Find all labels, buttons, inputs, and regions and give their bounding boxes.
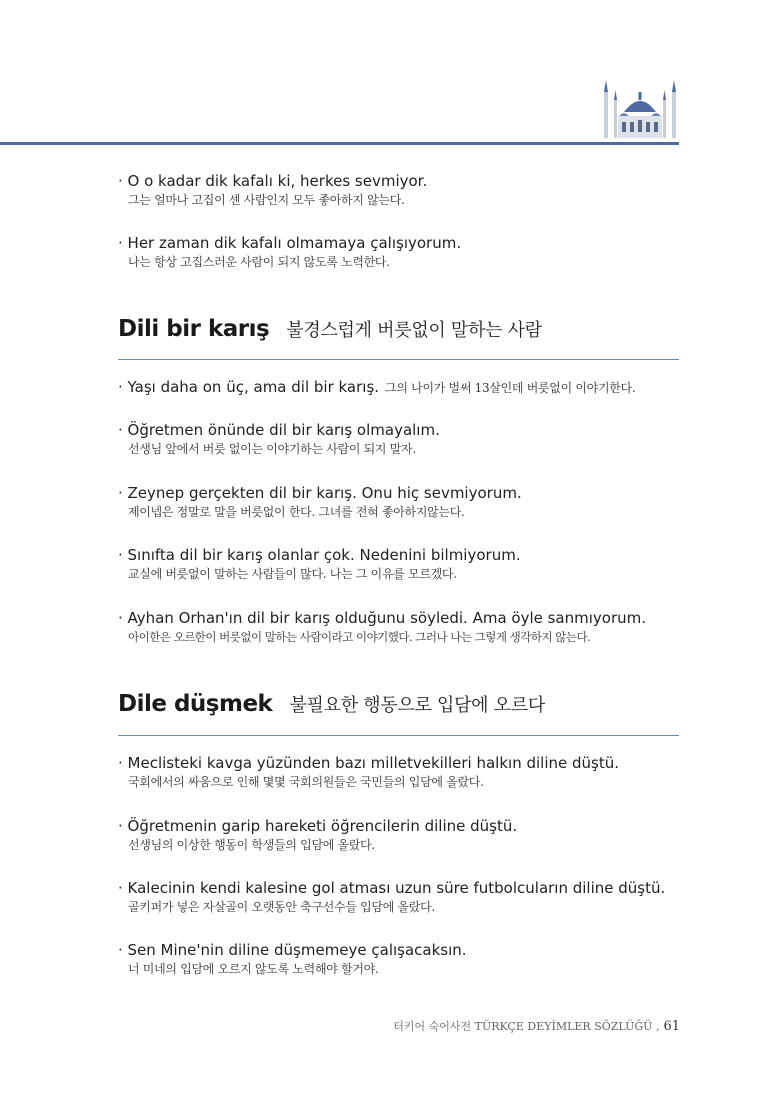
korean-translation: 국회에서의 싸움으로 인해 몇몇 국회의원들은 국민들의 입담에 올랐다.: [128, 775, 484, 789]
korean-translation: 제이넵은 정말로 말을 버릇없이 한다. 그녀를 전혀 좋아하지않는다.: [128, 505, 465, 519]
header-rule: [0, 142, 679, 145]
page-number: 61: [663, 1019, 680, 1034]
korean-translation: 선생님의 이상한 행동이 학생들의 입담에 올랐다.: [128, 838, 375, 852]
turkish-sentence: · Öğretmen önünde dil bir karış olmayalım.: [118, 421, 440, 439]
list-item: [118, 609, 646, 645]
turkish-sentence: · Yaşı daha on üç, ama dil bir karış.: [118, 378, 380, 396]
section-divider: [118, 359, 679, 360]
turkish-sentence: · Kalecinin kendi kalesine gol atması uzun süre futbolcuların diline düştü.: [118, 879, 666, 897]
idiom-title: Dili bir karış: [118, 316, 270, 342]
section-heading: [118, 691, 545, 717]
turkish-sentence: · O o kadar dik kafalı ki, herkes sevmiyor.: [118, 172, 428, 190]
korean-translation: 아이한은 오르한이 버릇없이 말하는 사람이라고 이야기했다. 그러나 나는 그렇게 생각하지 않는다.: [128, 630, 591, 644]
korean-translation: 골키퍼가 넣은 자살골이 오랫동안 축구선수들 입담에 올랐다.: [128, 900, 435, 914]
list-item: [118, 234, 461, 270]
turkish-sentence: · Öğretmenin garip hareketi öğrencilerin diline düştü.: [118, 817, 518, 835]
idiom-title: Dile düşmek: [118, 691, 273, 717]
list-item: [118, 172, 427, 208]
list-item: [118, 546, 521, 582]
korean-translation: 그는 얼마나 고집이 센 사람인지 모두 좋아하지 않는다.: [128, 193, 405, 207]
list-item: [118, 484, 522, 520]
korean-translation: 선생님 앞에서 버릇 없이는 이야기하는 사람이 되지 말자.: [128, 442, 416, 456]
turkish-sentence: · Sınıfta dil bir karış olanlar çok. Nedenini bilmiyorum.: [118, 546, 521, 564]
turkish-sentence: · Zeynep gerçekten dil bir karış. Onu hiç sevmiyorum.: [118, 484, 522, 502]
list-item: [118, 378, 635, 397]
list-item: [118, 879, 665, 915]
korean-translation: 너 미네의 입담에 오르지 않도록 노력해야 할거야.: [128, 962, 379, 976]
section-divider: [118, 735, 679, 736]
page-footer: 터키어 숙어사전 TÜRKÇE DEYİMLER SÖZLÜĞÜ , 61: [393, 1019, 680, 1034]
turkish-sentence: · Sen Mine'nin diline düşmemeye çalışacaksın.: [118, 941, 467, 959]
list-item: [118, 941, 467, 977]
book-title: 터키어 숙어사전 TÜRKÇE DEYİMLER SÖZLÜĞÜ: [393, 1020, 653, 1033]
list-item: [118, 817, 517, 853]
korean-translation: 그의 나이가 벌써 13살인데 버릇없이 이야기한다.: [385, 381, 636, 395]
section-heading: [118, 316, 542, 342]
turkish-sentence: · Her zaman dik kafalı olmamaya çalışıyorum.: [118, 234, 462, 252]
mosque-icon: [600, 78, 680, 144]
idiom-meaning: 불경스럽게 버릇없이 말하는 사람: [286, 320, 542, 341]
idiom-meaning: 불필요한 행동으로 입담에 오르다: [289, 695, 545, 716]
korean-translation: 나는 항상 고집스러운 사람이 되지 않도록 노력한다.: [128, 255, 390, 269]
list-item: [118, 421, 440, 457]
korean-translation: 교실에 버릇없이 말하는 사람들이 많다. 나는 그 이유를 모르겠다.: [128, 567, 457, 581]
list-item: [118, 754, 619, 790]
turkish-sentence: · Ayhan Orhan'ın dil bir karış olduğunu söyledi. Ama öyle sanmıyorum.: [118, 609, 647, 627]
turkish-sentence: · Meclisteki kavga yüzünden bazı milletvekilleri halkın diline düştü.: [118, 754, 619, 772]
